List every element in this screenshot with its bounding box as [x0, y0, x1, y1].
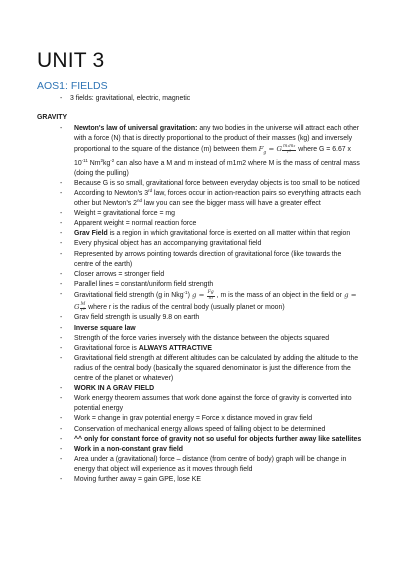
- bullet-dash: -: [60, 324, 63, 332]
- list-item: - According to Newton's 3rd law, forces occur in action-reaction pairs so everything attracts each other but Newton's 2nd law you can see the bigger mass will have a greater effect: [60, 187, 361, 208]
- list-item: - Strength of the force varies inversely with the distance between the objects squared: [60, 334, 362, 344]
- bullet-dash: -: [60, 445, 63, 453]
- list-item: [60, 445, 362, 455]
- list-item: - Because G is so small, gravitational force between everyday objects is too small to be noticed: [60, 179, 362, 189]
- bullet-dash: -: [60, 95, 63, 102]
- subheading-non-constant: Work in a non-constant grav field: [74, 445, 183, 453]
- bullet-dash: -: [60, 455, 63, 463]
- law-definition: any two bodies in the universe will attract each other with a force (N) that is directly proportional to the product of their masses (kg) and inversely proportional to the square of the distance (m) between them: [74, 125, 360, 154]
- list-item: - Represented by arrows pointing towards direction of gravitational force (like towards the centre of the earth): [60, 250, 342, 268]
- bullet-dash: -: [60, 220, 63, 228]
- law-term: Newton's law of universal gravitation:: [74, 125, 198, 132]
- list-item: - Work energy theorem assumes that work done against the force of gravity is converted into potential energy: [60, 395, 352, 413]
- list-item: - Gravitational force is ALWAYS ATTRACTIVE: [60, 344, 362, 354]
- list-item: - Parallel lines = constant/uniform field strength: [60, 280, 362, 290]
- bullet-dash: -: [60, 189, 63, 197]
- gravitation-formula: $F_g = G$ $\frac{\text{m₁m₂}}{\text{r²}}$: [258, 144, 296, 156]
- intro-bullet: [60, 95, 190, 102]
- list-item: - Conservation of mechanical energy allows speed of falling object to be determined: [60, 425, 362, 435]
- bullet-dash: -: [60, 425, 63, 433]
- list-item: - Grav field strength is usually 9.8 on earth: [60, 313, 362, 323]
- list-item: - Work = change in grav potential energy = Force x distance moved in grav field: [60, 414, 362, 424]
- gravity-notes-list: [60, 124, 362, 485]
- bullet-dash: -: [60, 385, 63, 393]
- field-strength-formula: g = $\frac{Fg}{m}$: [189, 290, 214, 301]
- list-item: - Apparent weight = normal reaction force: [60, 219, 362, 229]
- section-heading-gravity: GRAVITY: [37, 114, 68, 121]
- bullet-dash: -: [60, 435, 63, 443]
- subheading-work-grav-field: WORK IN A GRAV FIELD: [74, 385, 155, 393]
- list-item: - Moving further away = gain GPE, lose KE: [60, 475, 362, 485]
- bullet-dash: -: [60, 344, 63, 352]
- list-item: - Newton's law of universal gravitation: any two bodies in the universe will attract each other with a force (N) that is directly proportional to the product of their masses (kg) and inversely proportional to the square of the distance (m) between them $F_g = G$ $\frac{\text{m₁m₂}}{\text{r²}}$ where G = 6.67 x $10^{-11}$ $Nm^2kg^{-2}$ can also have a M and m instead of m1m2 where M is the mass of central mass (doing the pulling): [60, 125, 360, 177]
- intro-text: 3 fields: gravitational, electric, magnetic: [69, 95, 191, 102]
- list-item: - Every physical object has an accompanying gravitational field: [60, 239, 362, 249]
- list-item: - Weight = gravitational force = mg: [60, 209, 362, 219]
- bullet-dash: -: [60, 270, 63, 278]
- bullet-dash: -: [60, 475, 63, 483]
- list-item: - Grav Field is a region in which gravitational force is exerted on all matter within that region: [60, 229, 362, 239]
- list-item: - Area under a (gravitational) force – distance (from centre of body) graph will be change in energy that object will experience as it moves through field: [60, 455, 347, 473]
- bullet-dash: -: [60, 240, 63, 248]
- list-item: - Gravitational field strength at different altitudes can be calculated by adding the altitude to the radius of the central body (basically the squared denominator is just the difference from the centre of the planet or whatever): [60, 354, 359, 383]
- bullet-dash: -: [60, 230, 63, 238]
- bullet-dash: -: [60, 250, 63, 258]
- aos-heading: AOS1: FIELDS: [37, 80, 108, 92]
- bullet-dash: -: [60, 179, 63, 187]
- bullet-dash: -: [60, 415, 63, 423]
- bullet-dash: -: [60, 125, 63, 132]
- list-item: - Closer arrows = stronger field: [60, 270, 362, 280]
- field-strength-formula-alt: g = G $\frac{M}{\text{r²}}$: [74, 290, 357, 313]
- list-item: - Gravitational field strength (g in Nkg$^{-1}$) g = $\frac{Fg}{m}$ , m is the mass of an object in the field or g = G $\frac{M}{\text{r²}}$ where r is the radius of the central body (usually planet or moon): [60, 289, 357, 313]
- subheading-inverse-square: Inverse square law: [74, 324, 136, 332]
- unit-title: UNIT 3: [37, 49, 105, 72]
- list-item: - ^^ only for constant force of gravity not so useful for objects further away like satellites: [60, 435, 362, 445]
- bullet-dash: -: [60, 280, 63, 288]
- bullet-dash: -: [60, 314, 63, 322]
- bullet-dash: -: [60, 210, 63, 218]
- list-item: [60, 324, 362, 334]
- bullet-dash: -: [60, 395, 63, 403]
- bullet-dash: -: [60, 354, 63, 362]
- bullet-dash: -: [60, 334, 63, 342]
- bullet-dash: -: [60, 290, 63, 298]
- list-item: [60, 384, 362, 394]
